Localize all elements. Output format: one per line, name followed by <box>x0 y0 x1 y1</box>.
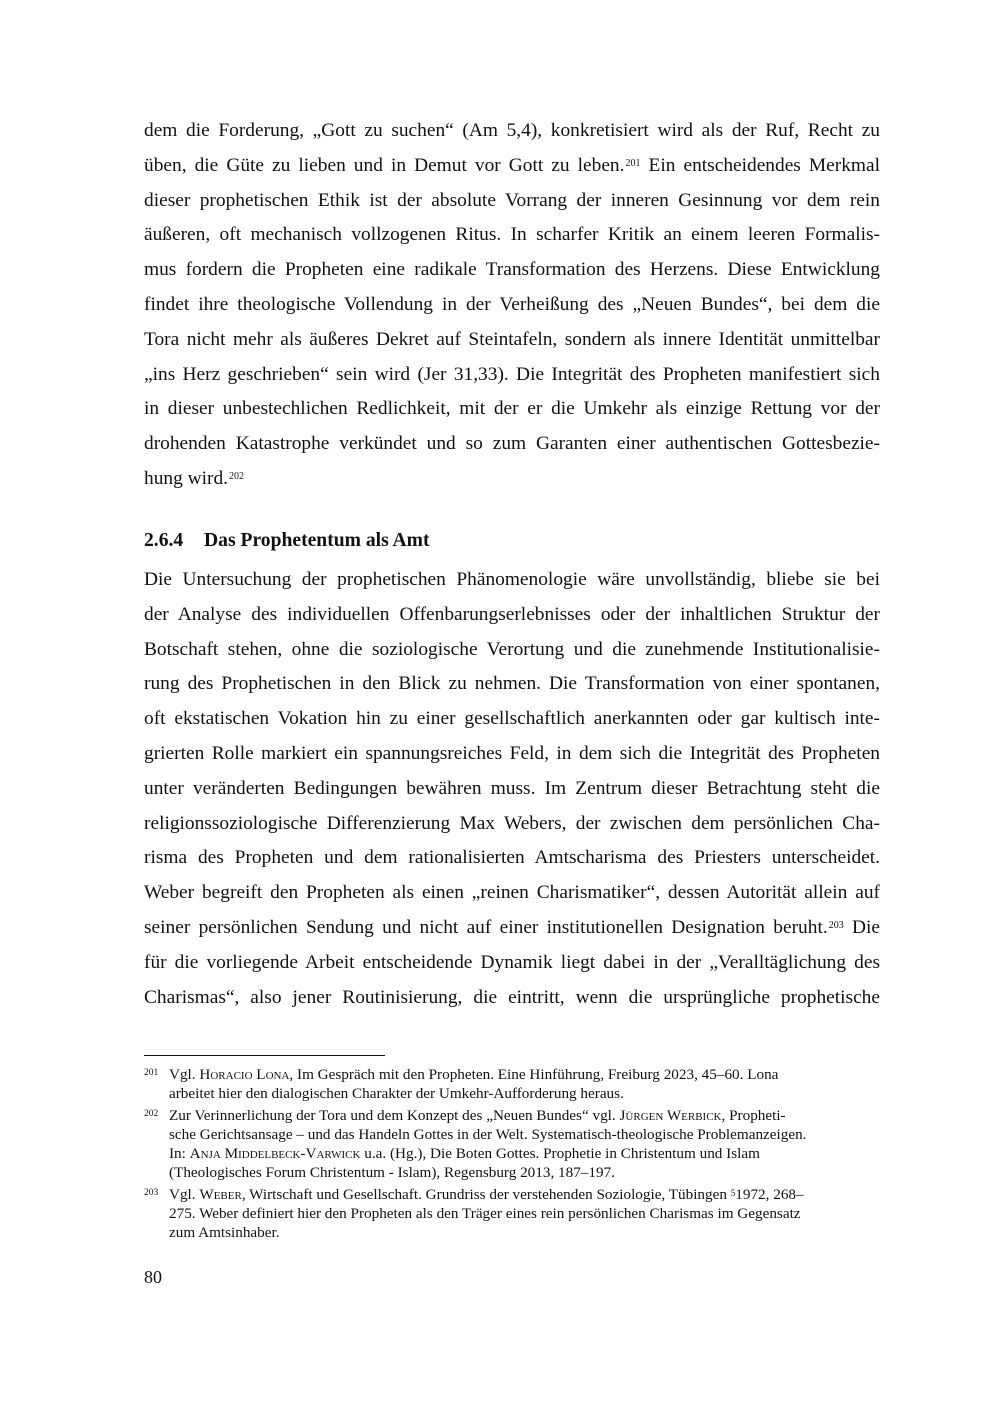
text-line: oft ekstatischen Vokation hin zu einer gesellschaftlich anerkannten oder gar kultisch inte- <box>144 708 880 730</box>
text-line: in dieser unbestechlichen Redlichkeit, mit der er die Umkehr als einzige Rettung vor der <box>144 398 880 420</box>
author-name: Weber <box>199 1185 242 1203</box>
footnote-line <box>169 1065 884 1084</box>
text-span: , Wirtschaft und Gesellschaft. Grundriss der verstehenden Soziologie, Tübingen <box>241 1185 731 1203</box>
text-span: 1972, 268– <box>735 1185 804 1203</box>
text-line: dem die Forderung, „Gott zu suchen“ (Am 5,4), konkretisiert wird als der Ruf, Recht zu <box>144 120 880 141</box>
text-span: seiner persönlichen Sendung und nicht auf einer institutionellen Designation beruht. <box>144 916 828 938</box>
footnote-ref-201[interactable]: 201 <box>625 157 641 169</box>
text-span: Ein entscheidendes Merkmal <box>640 154 880 176</box>
text-line: der Analyse des individuellen Offenbarungserlebnisses oder der inhaltlichen Struktur der <box>144 603 880 625</box>
text-span: Die <box>843 916 880 938</box>
text-line: Tora nicht mehr als äußeres Dekret auf Steintafeln, sondern als innere Identität unmittelbar <box>144 328 880 350</box>
footnote-number: 201 <box>144 1068 159 1078</box>
text-line: religionssoziologische Differenzierung Max Webers, der zwischen dem persönlichen Cha- <box>144 812 880 834</box>
text-line: „ins Herz geschrieben“ sein wird (Jer 31,33). Die Integrität des Propheten manifestiert sich <box>144 363 880 385</box>
footnote-number: 202 <box>144 1108 159 1119</box>
text-span: hung wird. <box>144 467 229 489</box>
text-line: findet ihre theologische Vollendung in der Verheißung des „Neuen Bundes“, bei dem die <box>144 293 880 315</box>
section-title: Das Prophetentum als Amt <box>204 530 430 551</box>
text-span: üben, die Güte zu lieben und in Demut vor Gott zu leben. <box>144 154 625 176</box>
page-number: 80 <box>144 1267 162 1287</box>
footnote-ref-202[interactable]: 202 <box>229 470 245 482</box>
footnote-line: arbeitet hier den dialogischen Charakter der Umkehr-Aufforderung heraus. <box>169 1085 624 1103</box>
text-line: äußeren, oft mechanisch vollzogenen Ritus. In scharfer Kritik an einem leeren Formalis- <box>144 224 880 246</box>
paragraph <box>144 114 880 497</box>
footnote-ref-203[interactable]: 203 <box>828 919 844 931</box>
text-line: Weber begreift den Propheten als einen „reinen Charismatiker“, dessen Autorität allein auf <box>144 882 880 904</box>
text-line: Die Untersuchung der prophetischen Phänomenologie wäre unvollständig, bliebe sie bei <box>144 569 880 590</box>
footnote-separator <box>144 1055 385 1056</box>
footnote-line <box>169 1144 884 1163</box>
text-line: risma des Propheten und dem rationalisierten Amtscharisma des Priesters unterscheidet. <box>144 847 880 869</box>
footnote-line <box>169 1106 884 1125</box>
footnote-line: 275. Weber definiert hier den Propheten als den Träger eines rein persönlichen Charismas im Gegensatz <box>169 1205 801 1223</box>
text-span: Vgl. <box>169 1185 200 1203</box>
footnote-number: 203 <box>144 1187 159 1198</box>
text-line: für die vorliegende Arbeit entscheidende Dynamik liegt dabei in der „Veralltäglichung des <box>144 951 880 973</box>
footnote-201 <box>144 1065 884 1104</box>
text-span: Vgl. <box>169 1066 200 1083</box>
footnote-line: (Theologisches Forum Christentum - Islam), Regensburg 2013, 187–197. <box>169 1164 616 1182</box>
author-name: Anja Middelbeck-Varwick <box>189 1145 361 1163</box>
text-line: mus fordern die Propheten eine radikale Transformation des Herzens. Diese Entwicklung <box>144 259 880 281</box>
text-line <box>144 149 880 184</box>
text-line <box>144 911 880 946</box>
text-span: , Propheti- <box>721 1106 786 1124</box>
text-line: unter veränderten Bedingungen bewähren muss. Im Zentrum dieser Betrachtung steht die <box>144 777 880 799</box>
text-line: rung des Prophetischen in den Blick zu nehmen. Die Transformation von einer spontanen, <box>144 673 880 695</box>
text-line <box>144 462 880 497</box>
text-span: Zur Verinnerlichung der Tora und dem Konzept des „Neuen Bundes“ vgl. <box>169 1106 620 1124</box>
text-span: , Im Gespräch mit den Propheten. Eine Hinführung, Freiburg 2023, 45–60. Lona <box>289 1066 779 1083</box>
text-line: drohenden Katastrophe verkündet und so zum Garanten einer authentischen Gottesbezie- <box>144 433 880 455</box>
author-name: Horacio Lona <box>199 1066 290 1083</box>
footnote-line: sche Gerichtsansage – und das Handeln Gottes in der Welt. Systematisch-theologische Problemanzeigen. <box>169 1125 807 1143</box>
section-number: 2.6.4 <box>144 530 184 551</box>
section-heading <box>144 524 880 558</box>
edition-number: 5 <box>730 1187 736 1198</box>
footnote-line <box>169 1185 884 1204</box>
text-span: In: <box>169 1145 190 1163</box>
text-line: Botschaft stehen, ohne die soziologische Verortung und die zunehmende Institutionalisie- <box>144 638 880 660</box>
paragraph <box>144 563 880 1015</box>
text-span: u.a. (Hg.), Die Boten Gottes. Prophetie in Christentum und Islam <box>360 1145 760 1163</box>
text-line: grierten Rolle markiert ein spannungsreiches Feld, in dem sich die Integrität des Propheten <box>144 742 880 764</box>
footnote-line: zum Amtsinhaber. <box>169 1224 280 1242</box>
footnotes <box>144 1065 884 1245</box>
text-line: Charismas“, also jener Routinisierung, die eintritt, wenn die ursprüngliche prophetische <box>144 986 880 1008</box>
author-name: Jürgen Werbick <box>619 1106 722 1124</box>
footnote-202 <box>144 1106 884 1183</box>
text-line: dieser prophetischen Ethik ist der absolute Vorrang der inneren Gesinnung vor dem rein <box>144 189 880 211</box>
footnote-203 <box>144 1185 884 1243</box>
